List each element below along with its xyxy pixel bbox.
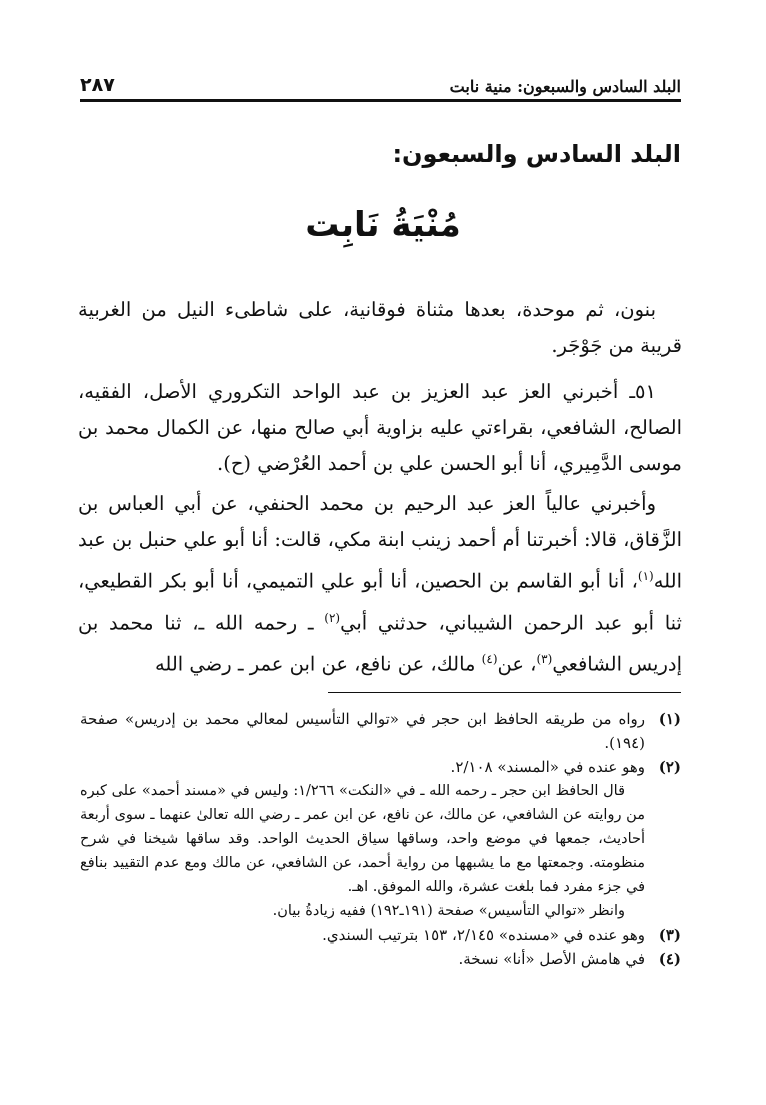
chain-text-a: وأخبرني عالياً العز عبد الرحيم بن محمد الحنفي، عن أبي العباس بن الزَّقاق، قالا: أخبرتنا أم أحمد زينب ابنة مكي، قالت: أنا أبو علي حنبل بن عبد الله: [78, 492, 682, 593]
footnote-rule: [328, 692, 681, 693]
header-rule: [80, 99, 681, 102]
chain-text-c: ـ رحمه الله ـ، ثنا محمد بن إدريس الشافعي: [78, 611, 682, 676]
footnote-1: [80, 707, 681, 755]
footnote-ref-3: (٣): [536, 652, 553, 666]
running-header: [80, 64, 681, 96]
footnote-number: (٢): [658, 758, 681, 776]
footnote-2-continuation: قال الحافظ ابن حجر ـ رحمه الله ـ في «النكت» ١/٢٦٦: وليس في «مسند أحمد» على كبره من روايته عن الشافعي، عن مالك، عن نافع، عن ابن عمر ـ رضي الله تعالىٰ عنهما ـ سوى أربعة أحاديث، جمعها في موضع واحد، وساقها سياق الحديث الواحد. وقد ساقها شيخنا في شرح منظومته. وجمعتها مع ما يشبهها من رواية أحمد، عن الشافعي، عن مالك ومع عدم التقييد بنافع في جزء مفرد فما بلغت عشرة، والله الموفق. اهـ.: [80, 783, 645, 895]
footnote-ref-2: (٢): [324, 610, 341, 625]
footnote-text: وهو عنده في «مسنده» ٢/١٤٥، ١٥٣ بترتيب السندي.: [322, 926, 645, 944]
footnote-number: (١): [658, 710, 681, 728]
footnote-2: [80, 755, 681, 779]
chain-text-e: مالك، عن نافع، عن ابن عمر ـ رضي الله: [154, 652, 482, 676]
footnote-2-see-also: وانظر «توالي التأسيس» صفحة (١٩١ـ١٩٢) ففيه زيادةُ بيان.: [272, 903, 625, 919]
footnote-4: [80, 947, 681, 971]
chain-paragraph: [78, 486, 682, 683]
footnote-ref-4: (٤): [481, 652, 498, 666]
place-title: مُنْيَةُ نَابِت: [305, 205, 461, 245]
footnote-text: في هامش الأصل «أنا» نسخة.: [458, 950, 645, 968]
intro-paragraph: بنون، ثم موحدة، بعدها مثناة فوقانية، على شاطىء النيل من الغربية قريبة من جَوْجَر.: [78, 298, 682, 357]
page-number: ٢٨٧: [80, 74, 115, 96]
running-title: البلد السادس والسبعون: منية نابت: [449, 77, 681, 96]
hadith-51-paragraph: ٥١ـ أخبرني العز عبد العزيز بن عبد الواحد التكروري الأصل، الفقيه، الصالح، الشافعي، بقراءتي عليه بزاوية أبي صالح منها، عن الكمال محمد بن موسى الدَّمِيري، أنا أبو الحسن علي بن أحمد العُرْضي (ح).: [78, 380, 682, 475]
chain-text-d: ، عن: [497, 652, 537, 676]
footnote-3: [80, 923, 681, 947]
footnotes: [80, 707, 681, 971]
body-text: [78, 292, 682, 683]
footnote-number: (٤): [658, 950, 681, 968]
footnote-text: وهو عنده في «المسند» ٢/١٠٨.: [450, 758, 645, 776]
footnote-ref-1: (١): [637, 569, 654, 583]
footnote-number: (٣): [658, 926, 681, 944]
footnote-text: رواه من طريقه الحافظ ابن حجر في «توالي التأسيس لمعالي محمد بن إدريس» صفحة (١٩٤).: [80, 710, 645, 752]
section-heading: البلد السادس والسبعون:: [392, 140, 681, 168]
chain-text-b: ، أنا أبو القاسم بن الحصين، أنا أبو علي التميمي، أنا أبو بكر القطيعي، ثنا أبو عبد الرحمن الشيباني، حدثني أبي: [78, 569, 682, 634]
